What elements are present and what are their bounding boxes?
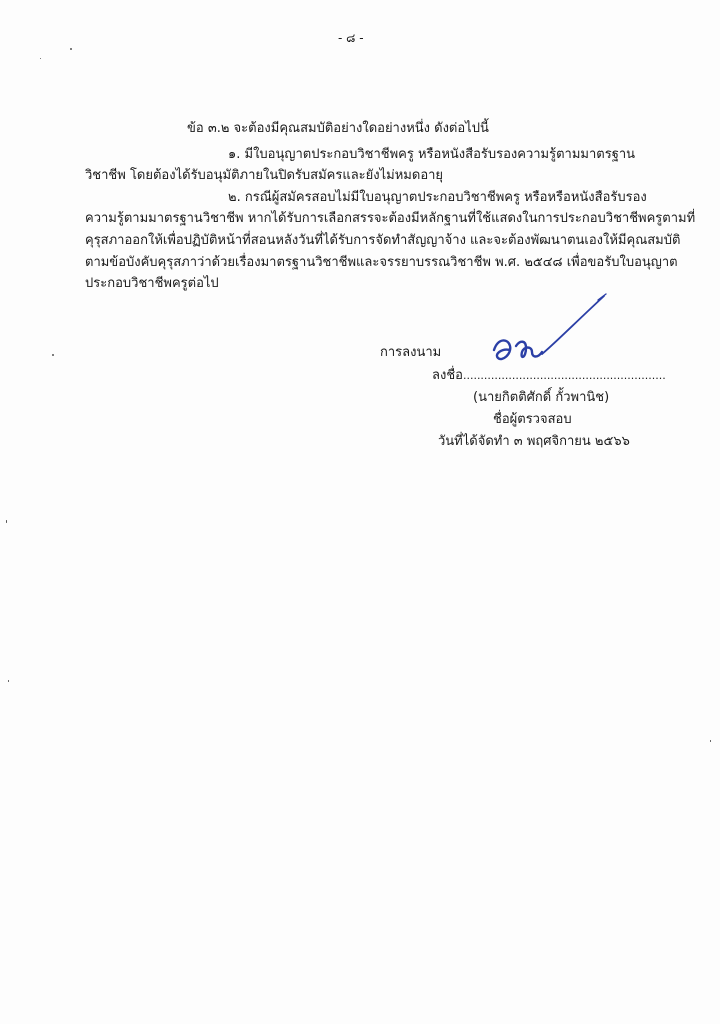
scan-speck <box>52 354 54 356</box>
item1-line2: วิชาชีพ โดยต้องได้รับอนุมัติภายในปิดรับสมัครและยังไม่หมดอายุ <box>85 168 444 183</box>
item2-line4: ตามข้อบังคับคุรุสภาว่าด้วยเรื่องมาตรฐานวิชาชีพและจรรยาบรรณวิชาชีพ พ.ศ. ๒๕๔๘ เพื่อขอรับใบอนุญาต <box>85 255 678 270</box>
signer-name: (นายกิตติศักดิ์ กั้วพานิช) <box>473 390 610 405</box>
item2-line5: ประกอบวิชาชีพครูต่อไป <box>85 276 219 291</box>
item2-line2: ความรู้ตามมาตรฐานวิชาชีพ หากได้รับการเลือกสรรจะต้องมีหลักฐานที่ใช้แสดงในการประกอบวิชาชีพครูตามที่ <box>85 211 696 226</box>
sign-label-text: ลงชื่อ <box>432 368 463 383</box>
scan-speck <box>70 48 72 50</box>
item2-line3: คุรุสภาออกให้เพื่อปฏิบัติหน้าที่สอนหลังวันที่ได้รับการจัดทำสัญญาจ้าง และจะต้องพัฒนาตนเองให้มีคุณสมบัติ <box>85 233 681 248</box>
scan-speck <box>6 520 7 523</box>
signer-role: ชื่อผู้ตรวจสอบ <box>493 412 572 427</box>
section-heading: ข้อ ๓.๒ จะต้องมีคุณสมบัติอย่างใดอย่างหนึ่ง ดังต่อไปนี้ <box>187 121 489 136</box>
item1-line1: ๑. มีใบอนุญาตประกอบวิชาชีพครู หรือหนังสือรับรองความรู้ตามมาตรฐาน <box>228 147 636 162</box>
date-line: วันที่ได้จัดทำ ๓ พฤศจิกายน ๒๕๖๖ <box>438 434 630 449</box>
scan-speck <box>8 680 9 682</box>
page-number: - ๘ - <box>338 31 364 45</box>
signing-label: การลงนาม <box>380 345 442 360</box>
sign-dots: .......................................................... <box>462 369 666 382</box>
scan-speck <box>40 58 41 59</box>
handwritten-signature <box>480 288 620 378</box>
scan-speck <box>710 740 711 742</box>
item2-line1: ๒. กรณีผู้สมัครสอบไม่มีใบอนุญาตประกอบวิชาชีพครู หรือหรือหนังสือรับรอง <box>228 190 647 205</box>
